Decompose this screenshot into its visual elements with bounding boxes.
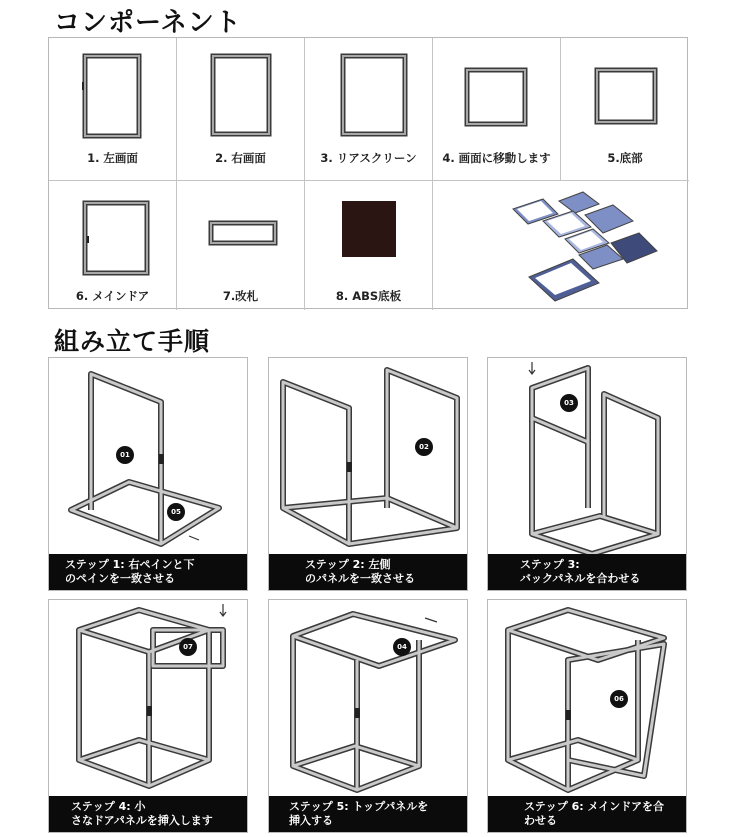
step-5-illustration [269,600,469,798]
component-label: 1. 左画面 [87,151,138,165]
component-right-screen [177,38,305,181]
step-5-panel [268,599,468,833]
component-rear-screen [305,38,433,181]
part-number-badge: 04 [393,638,411,656]
step-caption-line: わせる [524,814,557,827]
step-2-panel [268,357,468,591]
step-4-caption [49,796,247,832]
step-1-illustration [49,358,249,556]
step-3-caption [488,554,686,590]
step-caption-line: さなドアパネルを挿入します [71,814,213,827]
step-1-panel [48,357,248,591]
components-heading: コンポーネント [54,8,242,38]
component-label: 2. 右画面 [215,151,266,165]
step-6-caption [488,796,686,832]
step-5-caption [269,796,467,832]
step-3-illustration [488,358,688,556]
component-label: 3. リアスクリーン [320,151,417,165]
part-number-badge: 02 [415,438,433,456]
layout-mat-illustration [433,181,689,310]
step-caption-line: ステップ 4: 小 [71,800,146,813]
component-label: 7.改札 [222,289,259,303]
part-number-badge: 05 [167,503,185,521]
part-number-badge: 06 [610,690,628,708]
component-main-door [49,181,177,310]
step-caption-line: ステップ 1: 右ペインと下 [65,558,195,571]
step-6-panel [487,599,687,833]
components-grid [48,37,688,309]
step-caption-line: ステップ 3: [520,558,580,571]
step-caption-line: ステップ 6: メインドアを合 [524,800,664,813]
step-3-panel [487,357,687,591]
part-number-badge: 03 [560,394,578,412]
assembly-heading: 組み立て手順 [54,327,211,356]
step-4-illustration [49,600,249,798]
component-top-screen [433,38,561,181]
step-2-caption [269,554,467,590]
component-label: 8. ABS底板 [335,289,402,303]
component-label: 6. メインドア [75,289,150,303]
component-abs-board [305,181,433,310]
component-label: 4. 画面に移動します [442,151,551,165]
step-caption-line: バックパネルを合わせる [520,572,641,585]
step-1-caption [49,554,247,590]
component-left-screen [49,38,177,181]
component-bottom [561,38,689,181]
step-caption-line: のパネルを一致させる [305,572,415,585]
step-caption-line: のペインを一致させる [65,572,175,585]
component-layout-mat [433,181,689,310]
component-gate [177,181,305,310]
component-label: 5.底部 [607,151,643,165]
step-2-illustration [269,358,469,556]
part-number-badge: 07 [179,638,197,656]
step-4-panel [48,599,248,833]
step-6-illustration [488,600,688,798]
step-caption-line: ステップ 5: トップパネルを [289,800,429,813]
step-caption-line: 挿入する [289,814,333,827]
part-number-badge: 01 [116,446,134,464]
step-caption-line: ステップ 2: 左側 [305,558,391,571]
